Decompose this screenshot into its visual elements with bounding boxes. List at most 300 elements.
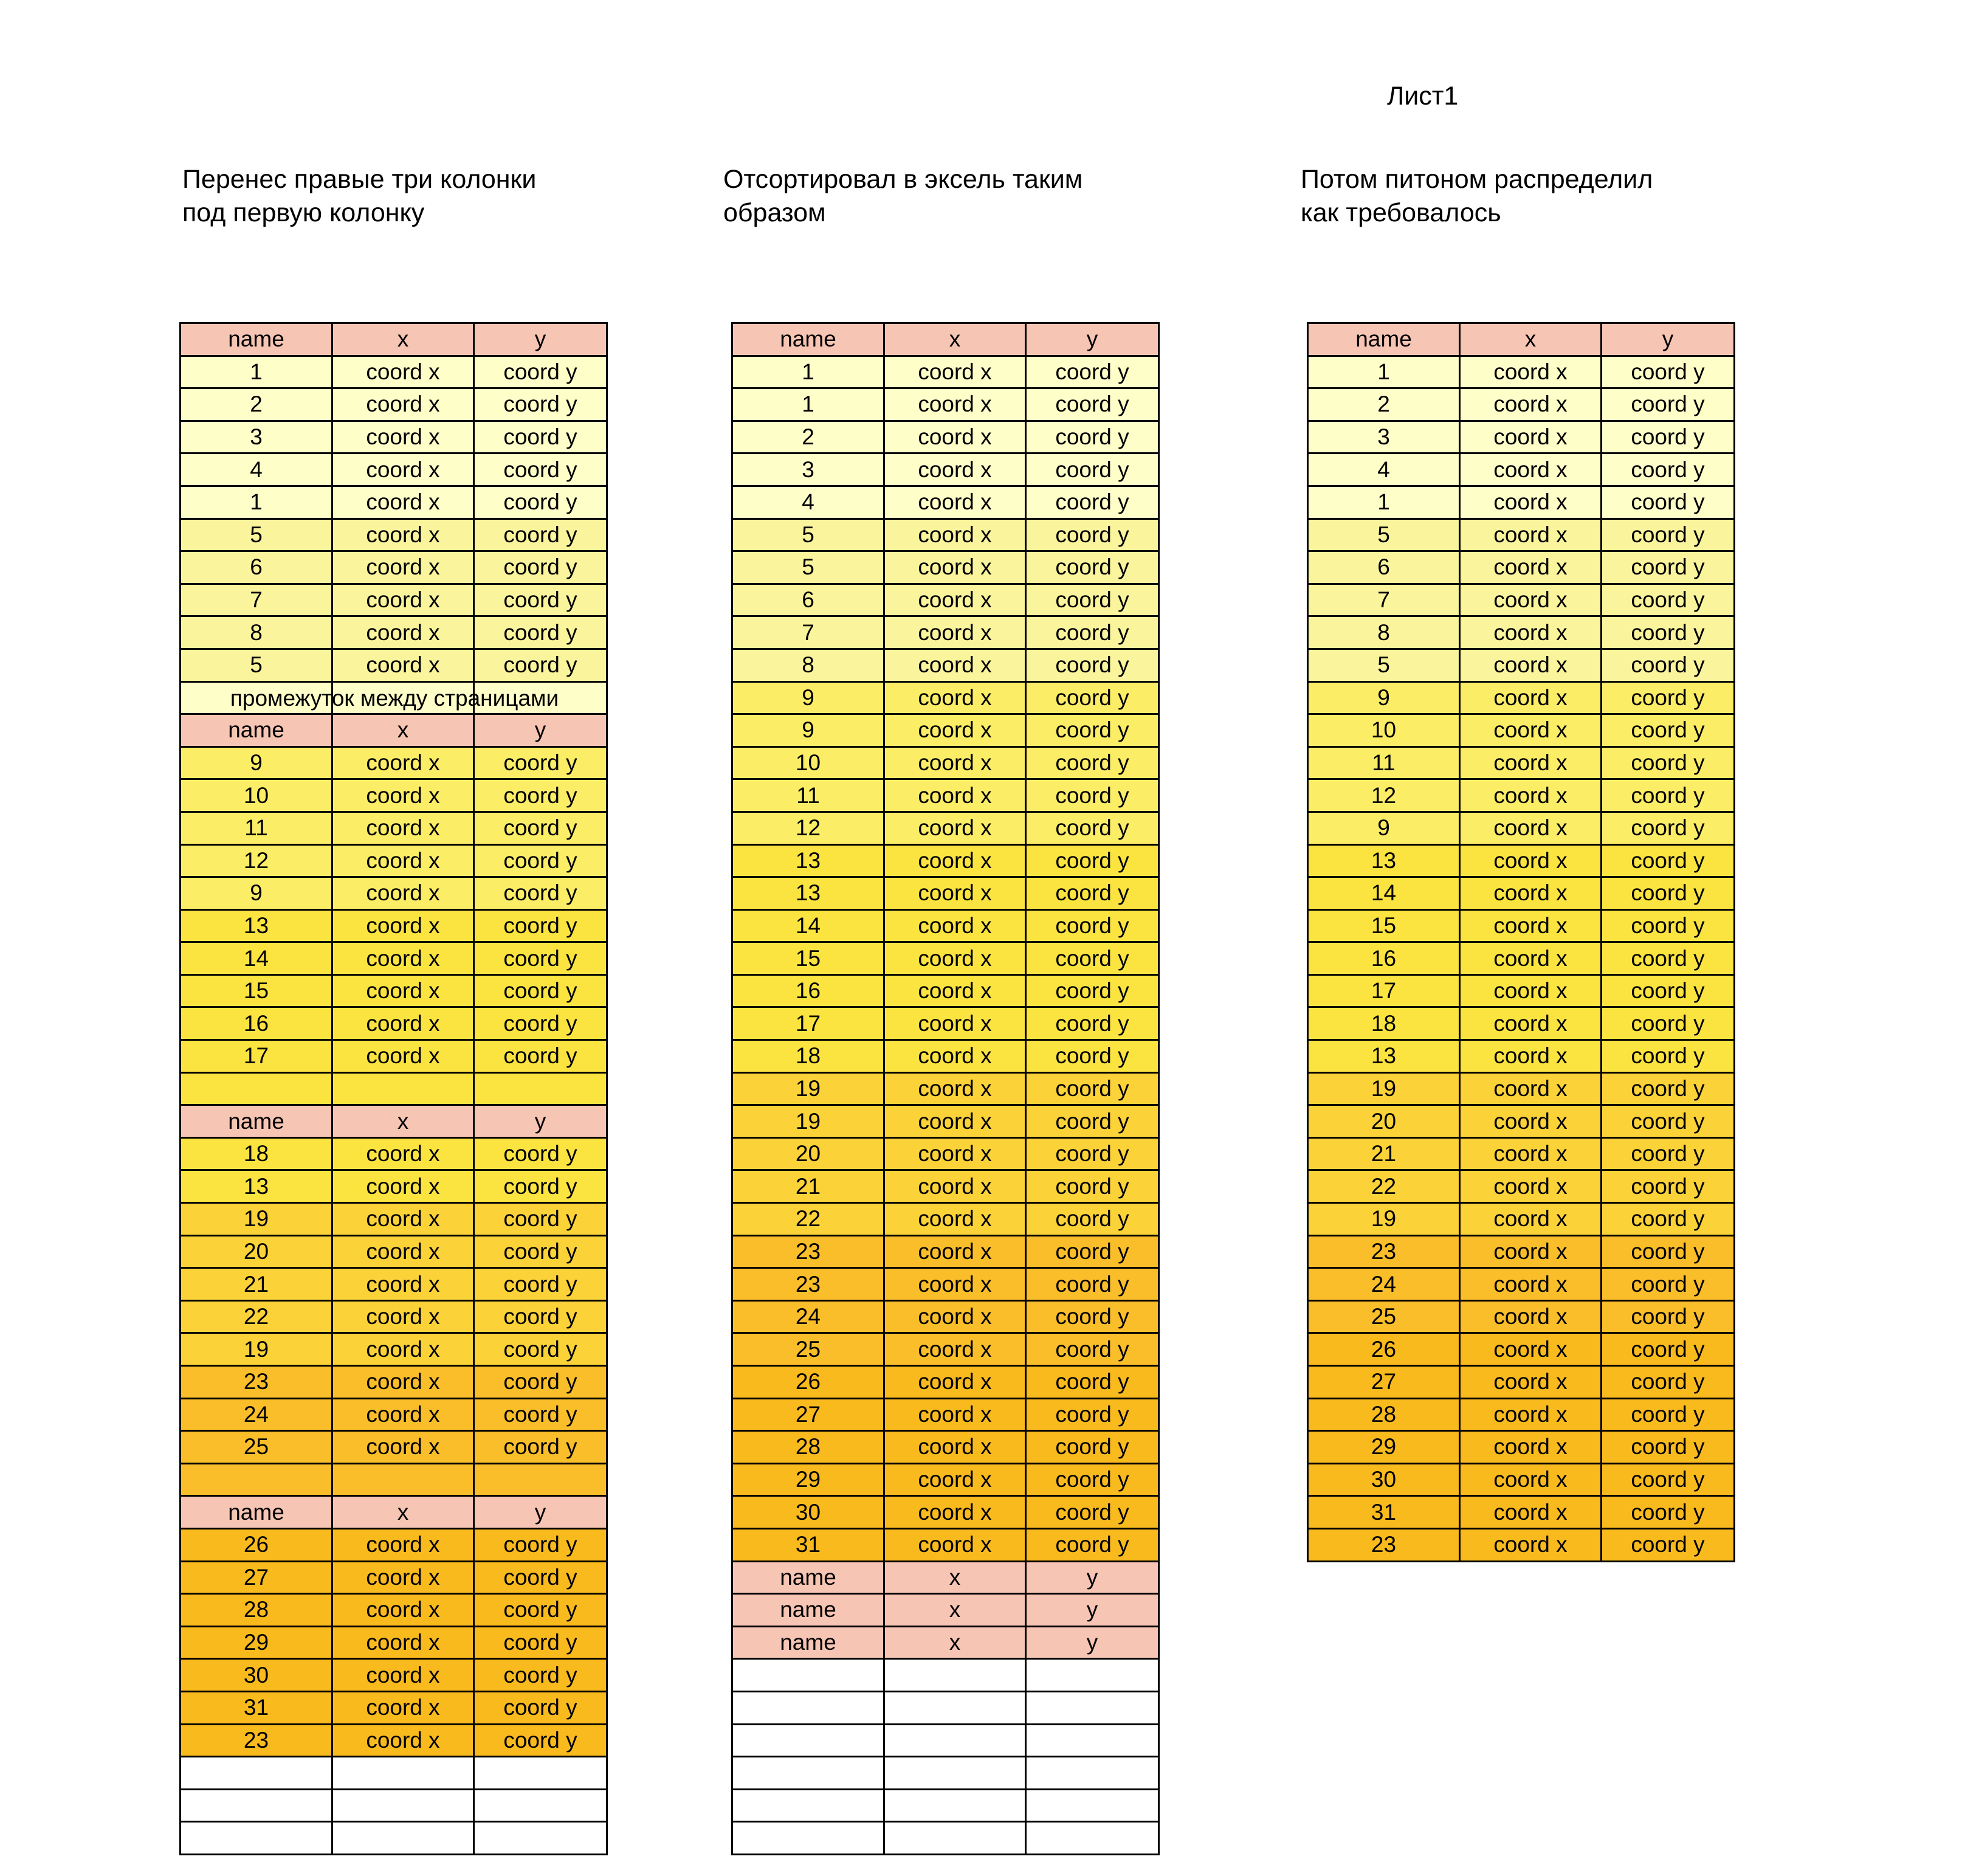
- name-cell: 9: [733, 683, 885, 716]
- x-cell: [333, 1757, 475, 1790]
- x-cell: coord x: [885, 748, 1027, 781]
- table-row: [733, 1041, 1160, 1074]
- name-cell: 23: [181, 1725, 333, 1758]
- y-cell: coord y: [1602, 813, 1735, 846]
- name-header-cell: name: [181, 1497, 333, 1529]
- x-cell: coord x: [885, 683, 1027, 716]
- table-row: [181, 1432, 608, 1464]
- name-cell: 25: [733, 1334, 885, 1367]
- name-cell: 29: [733, 1464, 885, 1497]
- x-cell: coord x: [1461, 1497, 1602, 1529]
- name-cell: 2: [733, 422, 885, 455]
- annotation-line: Отсортировал в эксель таким: [723, 165, 1083, 194]
- name-cell: 1: [733, 357, 885, 390]
- x-cell: [333, 1823, 475, 1855]
- x-cell: coord x: [885, 943, 1027, 976]
- y-cell: coord y: [475, 1367, 608, 1399]
- name-cell: 13: [181, 911, 333, 943]
- table-row: [181, 1204, 608, 1236]
- blank-row: [181, 1790, 608, 1823]
- y-header-cell: y: [475, 1497, 608, 1529]
- y-cell: coord y: [475, 1399, 608, 1432]
- y-header-cell: y: [475, 1106, 608, 1139]
- name-cell: 10: [733, 748, 885, 781]
- table-header-row: [181, 715, 608, 748]
- table-row: [1309, 1269, 1735, 1302]
- name-cell: [181, 1757, 333, 1790]
- table-row: [733, 911, 1160, 943]
- table-row: [1309, 683, 1735, 716]
- table-row: [733, 715, 1160, 748]
- name-cell: 5: [733, 520, 885, 553]
- x-cell: coord x: [885, 650, 1027, 683]
- table-row: [733, 878, 1160, 911]
- y-header-cell: y: [475, 715, 608, 748]
- x-cell: coord x: [885, 1432, 1027, 1464]
- sheet-title: Лист1: [1387, 81, 1459, 111]
- x-cell: coord x: [885, 1106, 1027, 1139]
- table-row: [181, 454, 608, 487]
- y-cell: coord y: [475, 1595, 608, 1627]
- name-cell: 25: [1309, 1302, 1461, 1334]
- x-cell: coord x: [885, 552, 1027, 585]
- x-cell: coord x: [1461, 487, 1602, 520]
- x-cell: coord x: [333, 1595, 475, 1627]
- x-cell: coord x: [333, 1432, 475, 1464]
- table-row: [1309, 585, 1735, 618]
- x-cell: coord x: [885, 1139, 1027, 1171]
- y-cell: coord y: [475, 617, 608, 650]
- table-row: [1309, 1139, 1735, 1171]
- x-cell: coord x: [1461, 1236, 1602, 1269]
- y-cell: [475, 1790, 608, 1823]
- x-cell: coord x: [1461, 1074, 1602, 1106]
- blank-row: [733, 1790, 1160, 1823]
- x-cell: [333, 1464, 475, 1497]
- table-row: [1309, 1464, 1735, 1497]
- name-cell: [733, 1725, 885, 1758]
- table-row: [181, 976, 608, 1009]
- y-cell: coord y: [1027, 1367, 1160, 1399]
- x-header-cell: x: [333, 715, 475, 748]
- x-cell: coord x: [885, 976, 1027, 1009]
- annotation-line: Потом питоном распределил: [1301, 165, 1653, 194]
- x-cell: coord x: [1461, 1432, 1602, 1464]
- name-cell: 20: [733, 1139, 885, 1171]
- name-cell: 26: [733, 1367, 885, 1399]
- x-cell: coord x: [1461, 585, 1602, 618]
- x-cell: coord x: [333, 748, 475, 781]
- y-cell: [1027, 1757, 1160, 1790]
- y-cell: coord y: [1602, 520, 1735, 553]
- table-row: [1309, 1529, 1735, 1562]
- name-cell: 23: [181, 1367, 333, 1399]
- x-cell: coord x: [1461, 780, 1602, 813]
- y-cell: coord y: [1027, 1399, 1160, 1432]
- y-cell: coord y: [1602, 1399, 1735, 1432]
- name-cell: 11: [181, 813, 333, 846]
- y-cell: coord y: [1027, 878, 1160, 911]
- table-row: [733, 1334, 1160, 1367]
- name-cell: 29: [181, 1627, 333, 1660]
- x-cell: coord x: [333, 650, 475, 683]
- y-cell: coord y: [475, 1269, 608, 1302]
- y-cell: coord y: [475, 846, 608, 878]
- table-row: [1309, 878, 1735, 911]
- blank-row: [733, 1757, 1160, 1790]
- x-cell: coord x: [1461, 748, 1602, 781]
- name-cell: 27: [733, 1399, 885, 1432]
- x-cell: [885, 1823, 1027, 1855]
- table-row: [181, 1367, 608, 1399]
- x-cell: coord x: [333, 1204, 475, 1236]
- x-cell: coord x: [333, 1008, 475, 1041]
- y-cell: coord y: [475, 454, 608, 487]
- name-cell: 22: [1309, 1171, 1461, 1204]
- table-row: [181, 846, 608, 878]
- table-row: [1309, 1302, 1735, 1334]
- y-cell: coord y: [1602, 715, 1735, 748]
- name-cell: 8: [1309, 617, 1461, 650]
- y-cell: coord y: [1602, 1008, 1735, 1041]
- name-cell: 24: [1309, 1269, 1461, 1302]
- x-cell: [333, 1074, 475, 1106]
- name-cell: 28: [181, 1595, 333, 1627]
- name-cell: 1: [181, 487, 333, 520]
- x-cell: coord x: [885, 454, 1027, 487]
- name-cell: 9: [181, 878, 333, 911]
- y-cell: coord y: [475, 1171, 608, 1204]
- blank-row: [181, 1757, 608, 1790]
- name-header-cell: name: [733, 1595, 885, 1627]
- table-row: [1309, 1236, 1735, 1269]
- table-row: [733, 1106, 1160, 1139]
- table-row: [733, 585, 1160, 618]
- table-row: [1309, 1432, 1735, 1464]
- table-row: [181, 813, 608, 846]
- name-cell: 15: [733, 943, 885, 976]
- table-row: [733, 1497, 1160, 1529]
- table-row: [733, 1367, 1160, 1399]
- y-cell: [475, 1757, 608, 1790]
- name-cell: 4: [1309, 454, 1461, 487]
- table-row: [733, 650, 1160, 683]
- x-cell: coord x: [333, 454, 475, 487]
- y-cell: [1027, 1692, 1160, 1725]
- x-cell: coord x: [1461, 715, 1602, 748]
- y-cell: coord y: [475, 422, 608, 455]
- table-row: [733, 683, 1160, 716]
- table-row: [733, 813, 1160, 846]
- y-cell: coord y: [1027, 357, 1160, 390]
- y-cell: coord y: [1027, 1204, 1160, 1236]
- x-cell: coord x: [333, 813, 475, 846]
- name-header-cell: name: [1309, 324, 1461, 357]
- y-cell: coord y: [1602, 748, 1735, 781]
- name-cell: 21: [181, 1269, 333, 1302]
- table-row: [1309, 389, 1735, 422]
- name-cell: 26: [181, 1529, 333, 1562]
- x-cell: coord x: [885, 1171, 1027, 1204]
- y-cell: coord y: [1602, 1139, 1735, 1171]
- table-header-row: [733, 1595, 1160, 1627]
- table-row: [733, 846, 1160, 878]
- y-cell: coord y: [475, 1432, 608, 1464]
- table-row: [1309, 846, 1735, 878]
- x-cell: coord x: [1461, 1008, 1602, 1041]
- table-row: [181, 780, 608, 813]
- table-row: [1309, 1334, 1735, 1367]
- y-cell: coord y: [475, 1725, 608, 1758]
- x-cell: coord x: [333, 1236, 475, 1269]
- table-row: [1309, 1074, 1735, 1106]
- x-cell: coord x: [333, 1529, 475, 1562]
- x-cell: coord x: [333, 389, 475, 422]
- x-cell: coord x: [885, 422, 1027, 455]
- y-cell: coord y: [475, 1627, 608, 1660]
- table-row: [733, 487, 1160, 520]
- name-cell: 14: [1309, 878, 1461, 911]
- name-cell: 6: [1309, 552, 1461, 585]
- y-cell: coord y: [475, 1334, 608, 1367]
- table-row: [1309, 1171, 1735, 1204]
- y-cell: coord y: [1027, 422, 1160, 455]
- table-row: [181, 1139, 608, 1171]
- y-cell: [475, 1464, 608, 1497]
- name-cell: 16: [733, 976, 885, 1009]
- name-cell: 5: [181, 520, 333, 553]
- name-cell: 12: [181, 846, 333, 878]
- y-cell: coord y: [475, 1041, 608, 1074]
- table-header-row: [733, 1627, 1160, 1660]
- name-cell: 30: [181, 1660, 333, 1692]
- y-cell: [1027, 1823, 1160, 1855]
- name-header-cell: name: [181, 1106, 333, 1139]
- name-cell: 7: [733, 617, 885, 650]
- x-cell: coord x: [333, 1334, 475, 1367]
- y-cell: coord y: [475, 487, 608, 520]
- x-cell: coord x: [333, 1302, 475, 1334]
- table-row: [1309, 1204, 1735, 1236]
- name-cell: 13: [181, 1171, 333, 1204]
- name-cell: 2: [181, 389, 333, 422]
- x-cell: coord x: [1461, 520, 1602, 553]
- name-cell: 6: [181, 552, 333, 585]
- table-row: [1309, 748, 1735, 781]
- x-cell: coord x: [333, 1041, 475, 1074]
- name-cell: [733, 1660, 885, 1692]
- y-cell: coord y: [1602, 357, 1735, 390]
- x-cell: coord x: [885, 389, 1027, 422]
- name-cell: 13: [1309, 1041, 1461, 1074]
- y-cell: coord y: [1602, 617, 1735, 650]
- annotation-sorted-excel: [723, 163, 1082, 230]
- name-cell: 14: [181, 943, 333, 976]
- table-row: [733, 1139, 1160, 1171]
- x-cell: coord x: [333, 911, 475, 943]
- table-row: [1309, 552, 1735, 585]
- x-cell: coord x: [333, 487, 475, 520]
- name-cell: 11: [733, 780, 885, 813]
- y-cell: coord y: [1602, 585, 1735, 618]
- x-cell: coord x: [1461, 1041, 1602, 1074]
- y-header-cell: y: [1027, 1562, 1160, 1595]
- name-cell: 3: [733, 454, 885, 487]
- table-header-row: [181, 1497, 608, 1529]
- table-row: [733, 1204, 1160, 1236]
- name-cell: 6: [733, 585, 885, 618]
- name-cell: 5: [733, 552, 885, 585]
- y-cell: coord y: [1602, 976, 1735, 1009]
- table-row: [181, 1334, 608, 1367]
- name-cell: 17: [181, 1041, 333, 1074]
- name-cell: 9: [181, 748, 333, 781]
- name-header-cell: name: [181, 715, 333, 748]
- y-cell: coord y: [1602, 1302, 1735, 1334]
- x-cell: coord x: [885, 1074, 1027, 1106]
- y-cell: coord y: [1602, 1074, 1735, 1106]
- name-cell: 28: [1309, 1399, 1461, 1432]
- x-header-cell: x: [333, 1497, 475, 1529]
- x-cell: coord x: [1461, 878, 1602, 911]
- y-cell: coord y: [1602, 1171, 1735, 1204]
- page-gap-label: промежуток между страницами: [230, 686, 559, 711]
- annotation-line: под первую колонку: [182, 198, 425, 227]
- y-cell: coord y: [1027, 1302, 1160, 1334]
- y-header-cell: y: [1027, 1627, 1160, 1660]
- name-cell: 19: [1309, 1074, 1461, 1106]
- table-row: [181, 1041, 608, 1074]
- y-cell: coord y: [1602, 1497, 1735, 1529]
- y-cell: coord y: [475, 911, 608, 943]
- y-cell: coord y: [475, 1204, 608, 1236]
- y-cell: [475, 1074, 608, 1106]
- x-cell: coord x: [1461, 454, 1602, 487]
- table-header-row: [733, 324, 1160, 357]
- name-cell: 27: [181, 1562, 333, 1595]
- y-cell: coord y: [1027, 683, 1160, 716]
- y-cell: coord y: [1602, 552, 1735, 585]
- name-cell: 23: [1309, 1236, 1461, 1269]
- x-cell: coord x: [1461, 1204, 1602, 1236]
- table-row: [733, 389, 1160, 422]
- table-row: [181, 357, 608, 390]
- table-row: [1309, 715, 1735, 748]
- x-cell: coord x: [885, 1204, 1027, 1236]
- x-cell: coord x: [333, 943, 475, 976]
- y-cell: coord y: [475, 585, 608, 618]
- y-cell: coord y: [1027, 1497, 1160, 1529]
- y-cell: coord y: [1027, 780, 1160, 813]
- x-cell: coord x: [1461, 389, 1602, 422]
- y-cell: coord y: [1602, 487, 1735, 520]
- name-cell: 20: [181, 1236, 333, 1269]
- y-cell: [1027, 1725, 1160, 1758]
- y-cell: coord y: [475, 1692, 608, 1725]
- x-cell: coord x: [1461, 650, 1602, 683]
- x-cell: coord x: [333, 1627, 475, 1660]
- x-cell: coord x: [333, 1139, 475, 1171]
- blank-row: [733, 1725, 1160, 1758]
- x-cell: coord x: [885, 357, 1027, 390]
- x-cell: [333, 1790, 475, 1823]
- table-row: [1309, 454, 1735, 487]
- y-cell: coord y: [1602, 422, 1735, 455]
- x-header-cell: x: [1461, 324, 1602, 357]
- empty-row: [181, 1464, 608, 1497]
- table-original-pages: [179, 322, 608, 1855]
- x-header-cell: x: [885, 1595, 1027, 1627]
- name-cell: 23: [1309, 1529, 1461, 1562]
- name-cell: 9: [1309, 683, 1461, 716]
- y-cell: coord y: [1027, 715, 1160, 748]
- x-cell: [885, 1692, 1027, 1725]
- x-cell: coord x: [333, 1660, 475, 1692]
- y-cell: coord y: [1602, 780, 1735, 813]
- y-cell: coord y: [1027, 911, 1160, 943]
- y-header-cell: y: [1027, 1595, 1160, 1627]
- name-header-cell: name: [733, 324, 885, 357]
- table-row: [181, 1302, 608, 1334]
- name-cell: 19: [181, 1334, 333, 1367]
- table-row: [733, 748, 1160, 781]
- table-row: [1309, 1106, 1735, 1139]
- x-cell: coord x: [1461, 1139, 1602, 1171]
- annotation-line: как требовалось: [1301, 198, 1501, 227]
- y-cell: coord y: [1027, 585, 1160, 618]
- y-cell: coord y: [1602, 878, 1735, 911]
- table-row: [1309, 1497, 1735, 1529]
- name-cell: 12: [1309, 780, 1461, 813]
- table-row: [733, 1171, 1160, 1204]
- name-cell: 21: [1309, 1139, 1461, 1171]
- x-cell: coord x: [333, 1171, 475, 1204]
- x-cell: coord x: [885, 1399, 1027, 1432]
- x-cell: coord x: [885, 487, 1027, 520]
- y-cell: coord y: [1027, 1041, 1160, 1074]
- table-row: [181, 1008, 608, 1041]
- y-cell: coord y: [1027, 1171, 1160, 1204]
- name-cell: 15: [1309, 911, 1461, 943]
- y-cell: coord y: [1602, 1529, 1735, 1562]
- name-cell: 16: [181, 1008, 333, 1041]
- y-cell: coord y: [1027, 454, 1160, 487]
- y-cell: coord y: [1027, 1139, 1160, 1171]
- table-row: [1309, 487, 1735, 520]
- x-cell: coord x: [885, 617, 1027, 650]
- y-cell: coord y: [475, 650, 608, 683]
- table-row: [1309, 1041, 1735, 1074]
- table-row: [181, 878, 608, 911]
- x-cell: coord x: [333, 1725, 475, 1758]
- table-row: [1309, 943, 1735, 976]
- name-cell: 3: [1309, 422, 1461, 455]
- x-header-cell: x: [333, 324, 475, 357]
- name-cell: [733, 1692, 885, 1725]
- name-cell: 22: [181, 1302, 333, 1334]
- y-header-cell: y: [1602, 324, 1735, 357]
- table-header-row: [733, 1562, 1160, 1595]
- x-cell: coord x: [333, 780, 475, 813]
- y-cell: coord y: [1027, 1269, 1160, 1302]
- name-cell: 10: [181, 780, 333, 813]
- name-cell: 20: [1309, 1106, 1461, 1139]
- name-cell: 18: [1309, 1008, 1461, 1041]
- x-cell: coord x: [1461, 911, 1602, 943]
- table-header-row: [181, 324, 608, 357]
- x-cell: coord x: [885, 715, 1027, 748]
- name-cell: [733, 1757, 885, 1790]
